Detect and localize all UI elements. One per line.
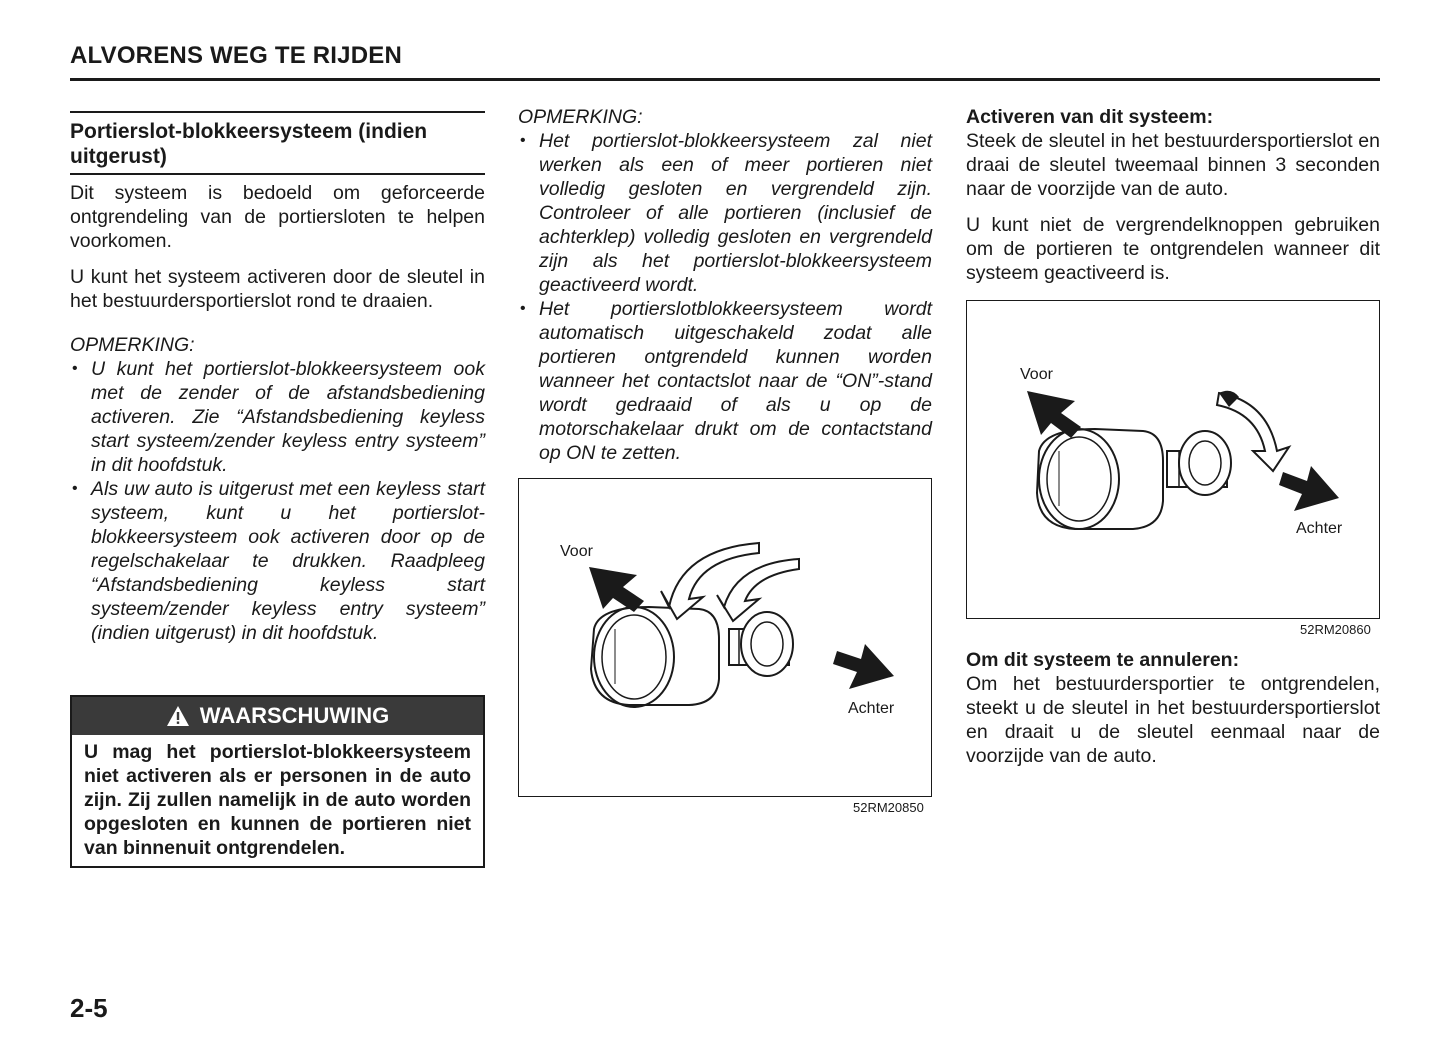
- note-item: • Het portierslotblokkeersysteem wordt automatisch uitgeschakeld zodat alle portieren ontgrendeld kunnen worden wanneer het contactslot naar de “ON”-stand wordt gedraaid of als u op de motorschakelaar drukt om de contactstand op ON te zetten.: [518, 297, 932, 465]
- activate-text-2: U kunt niet de vergrendelknoppen gebruiken om de portieren te ontgrendelen wanneer dit systeem geactiveerd is.: [966, 214, 1380, 284]
- note-list: [70, 357, 485, 645]
- activate-heading: Activeren van dit systeem:: [966, 106, 1214, 128]
- door-lock-cylinder-illustration: [519, 479, 930, 795]
- activation-paragraph: U kunt het systeem activeren door de sleutel in het bestuurdersportierslot rond te draaien.: [70, 266, 485, 312]
- note-title: OPMERKING:: [518, 106, 643, 128]
- figure-door-lock-illustration: [518, 478, 932, 797]
- figure-code: 52RM20860: [1300, 622, 1371, 637]
- figure-label-front: Voor: [1020, 366, 1053, 383]
- note-title: OPMERKING:: [70, 334, 195, 356]
- intro-paragraph: Dit systeem is bedoeld om geforceerde ontgrendeling van de portiersloten te helpen voorkomen.: [70, 182, 485, 252]
- page-header-title: ALVORENS WEG TE RIJDEN: [70, 42, 402, 69]
- warning-box: [70, 695, 485, 868]
- note-list: [518, 129, 932, 465]
- page-number: 2-5: [70, 993, 108, 1023]
- cancel-text: Om het bestuurdersportier te ontgrendelen, steekt u de sleutel in het bestuurdersportierslot en draait u de sleutel eenmaal naar de voorzijde van de auto.: [966, 673, 1380, 767]
- figure-code: 52RM20850: [853, 800, 924, 815]
- column-middle: [518, 105, 932, 479]
- warning-header: [72, 697, 483, 735]
- note-item: • Het portierslot-blokkeersysteem zal niet werken als een of meer portieren niet volledig gesloten en vergrendeld zijn. Controleer of alle portieren (inclusief de achterklep) volledig gesloten en vergrendeld zijn als het portierslot-blokkeersysteem geactiveerd wordt.: [518, 129, 932, 297]
- column-right: [966, 105, 1380, 297]
- cancel-section: [966, 648, 1380, 780]
- section-title: Portierslot-blokkeersysteem (indien uitgerust): [70, 120, 428, 168]
- header-rule: [70, 78, 1380, 81]
- figure-label-rear: Achter: [848, 700, 895, 717]
- warning-text: U mag het portierslot-blokkeersysteem niet activeren als er personen in de auto zijn. Zij zullen namelijk in de auto worden opgesloten en kunnen de portieren niet van binnenuit ontgrendelen.: [84, 741, 471, 859]
- warning-triangle-icon: [166, 705, 190, 727]
- note-item: • U kunt het portierslot-blokkeersysteem ook met de zender of de afstandsbediening activeren. Zie “Afstandsbediening keyless start systeem/zender keyless entry systeem” in dit hoofdstuk.: [70, 357, 485, 477]
- warning-title: WAARSCHUWING: [199, 703, 390, 728]
- section-top-rule: [70, 111, 485, 113]
- figure-label-rear: Achter: [1296, 520, 1343, 537]
- column-left: [70, 105, 485, 659]
- note-item: • Als uw auto is uitgerust met een keyless start systeem, kunt u het portierslot-blokkeersysteem ook activeren door op de regelschakelaar te drukken. Raadpleeg “Afstandsbediening keyless start systeem/zender keyless entry systeem” (indien uitgerust) in dit hoofdstuk.: [70, 477, 485, 645]
- cancel-heading: Om dit systeem te annuleren:: [966, 649, 1240, 671]
- figure-label-front: Voor: [560, 543, 593, 560]
- section-bottom-rule: [70, 173, 485, 175]
- figure-door-lock-illustration-2: [966, 300, 1380, 619]
- activate-text: Steek de sleutel in het bestuurdersportierslot en draai de sleutel tweemaal binnen 3 seconden naar de voorzijde van de auto.: [966, 130, 1380, 200]
- door-lock-cylinder-illustration: [967, 301, 1378, 617]
